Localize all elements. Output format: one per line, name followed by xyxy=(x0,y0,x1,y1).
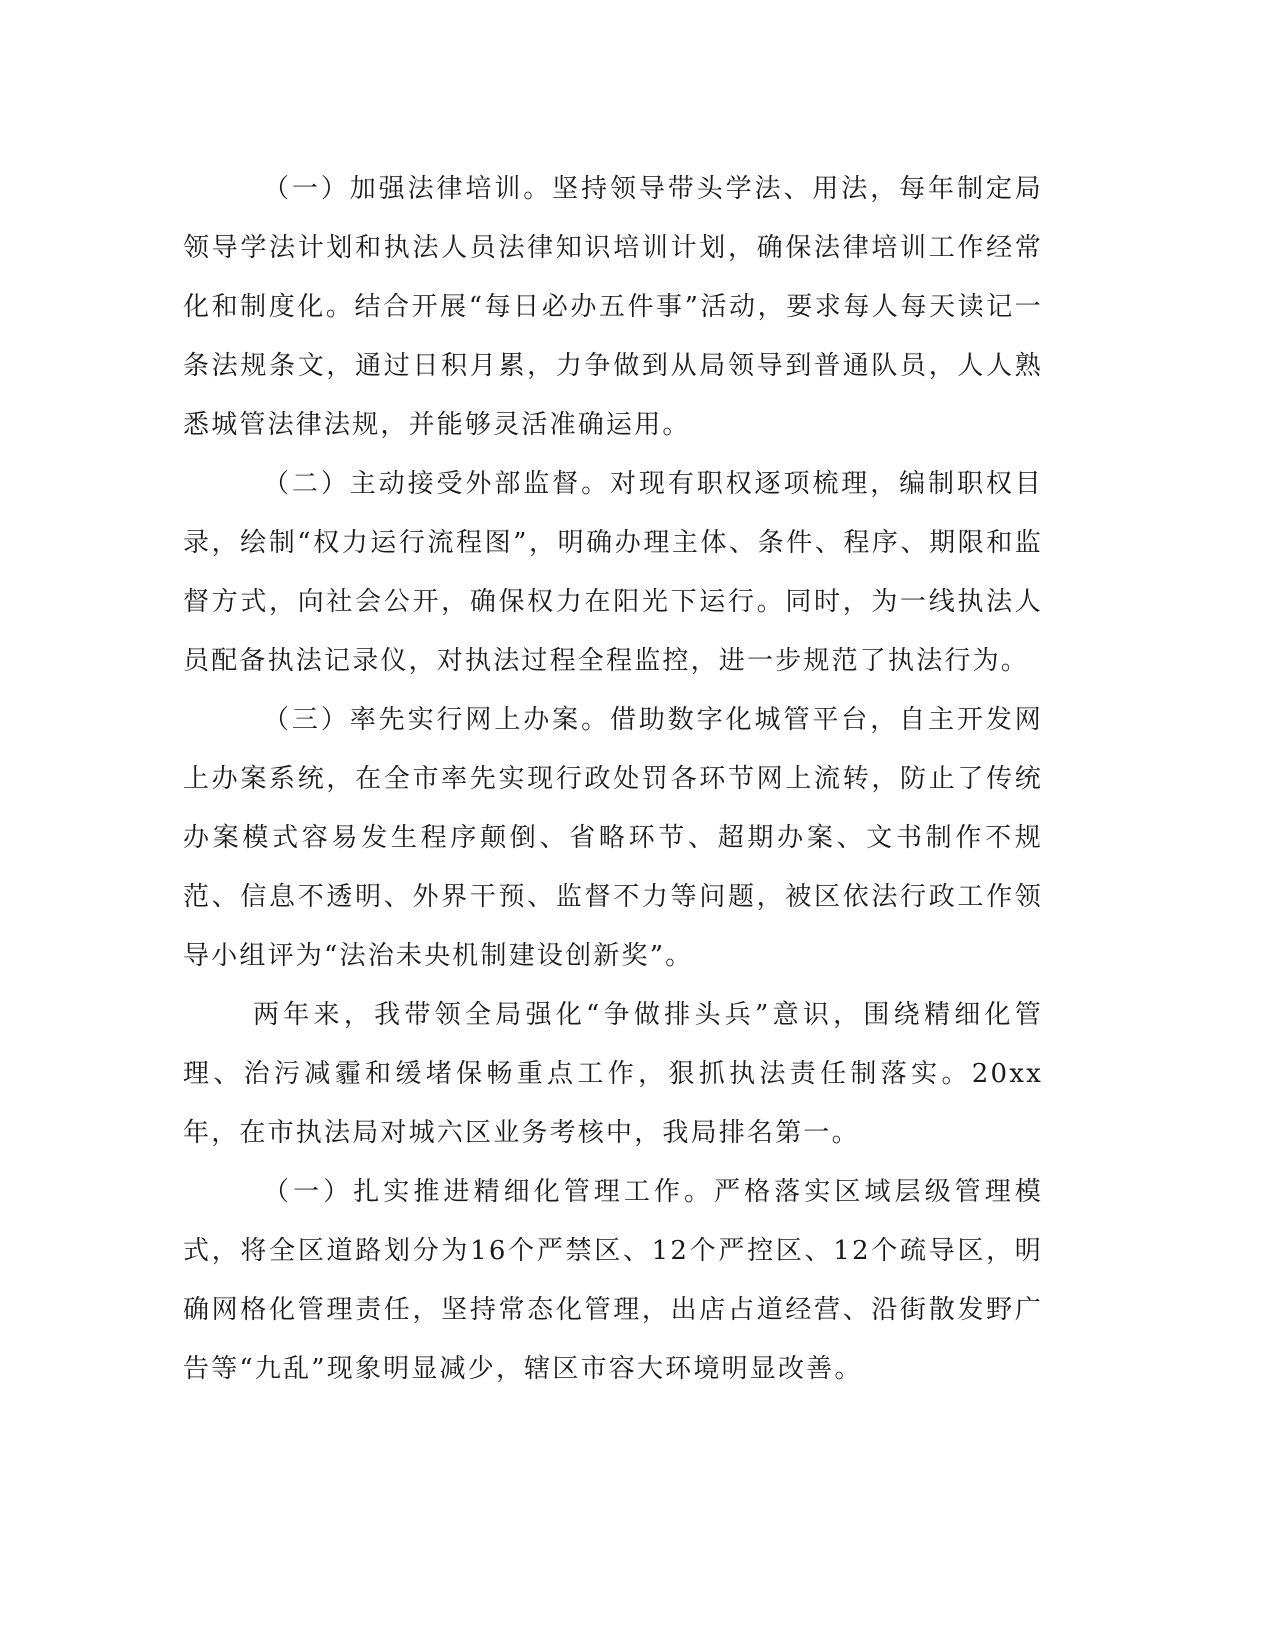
paragraph-online-case-handling: （三）率先实行网上办案。借助数字化城管平台，自主开发网上办案系统，在全市率先实现行政处罚各环节网上流转，防止了传统办案模式容易发生程序颠倒、省略环节、超期办案、文书制作不规范、信息不透明、外界干预、监督不力等问题，被区依法行政工作领导小组评为“法治未央机制建设创新奖”。 xyxy=(183,705,1043,971)
paragraph-refined-management: （一）扎实推进精细化管理工作。严格落实区域层级管理模式，将全区道路划分为16个严禁区、12个严控区、12个疏导区，明确网格化管理责任，坚持常态化管理，出店占道经营、沿街散发野广告等“九乱”现象明显减少，辖区市容大环境明显改善。 xyxy=(183,1177,1043,1384)
paragraph-legal-training: （一）加强法律培训。坚持领导带头学法、用法，每年制定局领导学法计划和执法人员法律知识培训计划，确保法律培训工作经常化和制度化。结合开展“每日必办五件事”活动，要求每人每天读记一条法规条文，通过日积月累，力争做到从局领导到普通队员，人人熟悉城管法律法规，并能够灵活准确运用。 xyxy=(183,174,1043,440)
paragraph-two-years-summary: 两年来，我带领全局强化“争做排头兵”意识，围绕精细化管理、治污减霾和缓堵保畅重点工作，狠抓执法责任制落实。20xx年，在市执法局对城六区业务考核中，我局排名第一。 xyxy=(183,1000,1043,1148)
document-body xyxy=(183,160,1043,1399)
paragraph-external-supervision: （二）主动接受外部监督。对现有职权逐项梳理，编制职权目录，绘制“权力运行流程图”，明确办理主体、条件、程序、期限和监督方式，向社会公开，确保权力在阳光下运行。同时，为一线执法人员配备执法记录仪，对执法过程全程监控，进一步规范了执法行为。 xyxy=(183,469,1043,676)
